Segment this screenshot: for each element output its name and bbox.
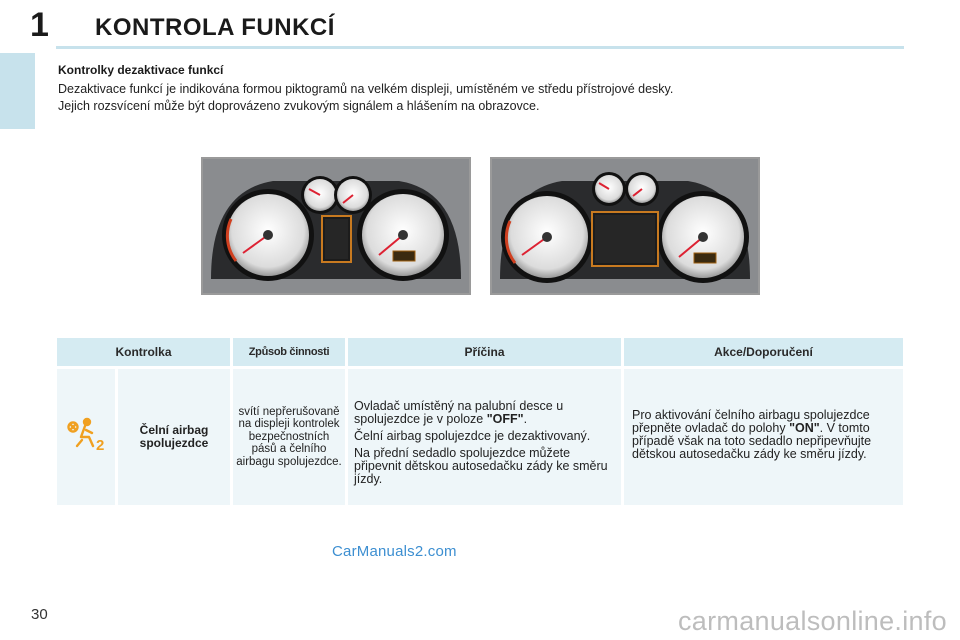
chapter-number: 1 <box>30 6 49 44</box>
intro-line-1: Dezaktivace funkcí je indikována formou piktogramů na velkém displeji, umístěném ve středu přístrojové desky. <box>58 82 674 96</box>
header-mode: Způsob činnosti <box>233 338 345 366</box>
on-label: "ON" <box>789 421 820 435</box>
intro-text <box>58 81 898 115</box>
action-paragraph <box>632 409 895 461</box>
footer-watermark: carmanualsonline.info <box>678 606 947 636</box>
cause-paragraph-3: Na přední sedadlo spolujezdce můžete připevnit dětskou autosedačku zády ke směru jízdy. <box>354 446 608 486</box>
header-action: Akce/Doporučení <box>624 338 903 366</box>
section-heading: Kontrolky dezaktivace funkcí <box>58 63 224 77</box>
instrument-cluster-photo-small-display <box>201 157 471 295</box>
chapter-title: KONTROLA FUNKCÍ <box>95 14 335 41</box>
cause-text: Ovladač umístěný na palubní desce u spolujezdce je v poloze <box>354 399 564 426</box>
off-label: "OFF" <box>486 412 524 426</box>
row-name-cell: Čelní airbag spolujezdce <box>118 369 230 505</box>
row-icon-cell <box>57 369 115 505</box>
header-cause: Příčina <box>348 338 621 366</box>
passenger-airbag-off-icon <box>66 416 106 459</box>
cause-text-end: . <box>523 412 528 426</box>
svg-text:2: 2 <box>96 436 105 454</box>
watermark-link[interactable]: CarManuals2.com <box>332 543 457 560</box>
instrument-cluster-photo-large-display <box>490 157 760 295</box>
row-cause-cell <box>348 369 621 505</box>
action-text: Pro aktivování čelního airbagu spolujezdce přepněte ovladač do polohy <box>632 408 870 435</box>
header-rule <box>56 46 904 49</box>
row-mode-cell: svítí nepřerušovaně na displeji kontrolek bezpečnostních pásů a čelního airbagu spolujezdce. <box>233 369 345 505</box>
intro-line-2: Jejich rozsvícení může být doprovázeno zvukovým signálem a hlášením na obrazovce. <box>58 99 540 113</box>
row-action-cell <box>624 369 903 505</box>
cause-paragraph-1 <box>354 400 614 426</box>
page-number: 30 <box>31 606 48 623</box>
cause-paragraph-2: Čelní airbag spolujezdce je dezaktivovaný. <box>354 429 591 443</box>
header-indicator: Kontrolka <box>57 338 230 366</box>
action-text-end: . V tomto případě však na toto sedadlo nepřipevňujte dětskou autosedačku zády ke směru jízdy. <box>632 421 872 461</box>
chapter-side-tab <box>0 53 35 129</box>
